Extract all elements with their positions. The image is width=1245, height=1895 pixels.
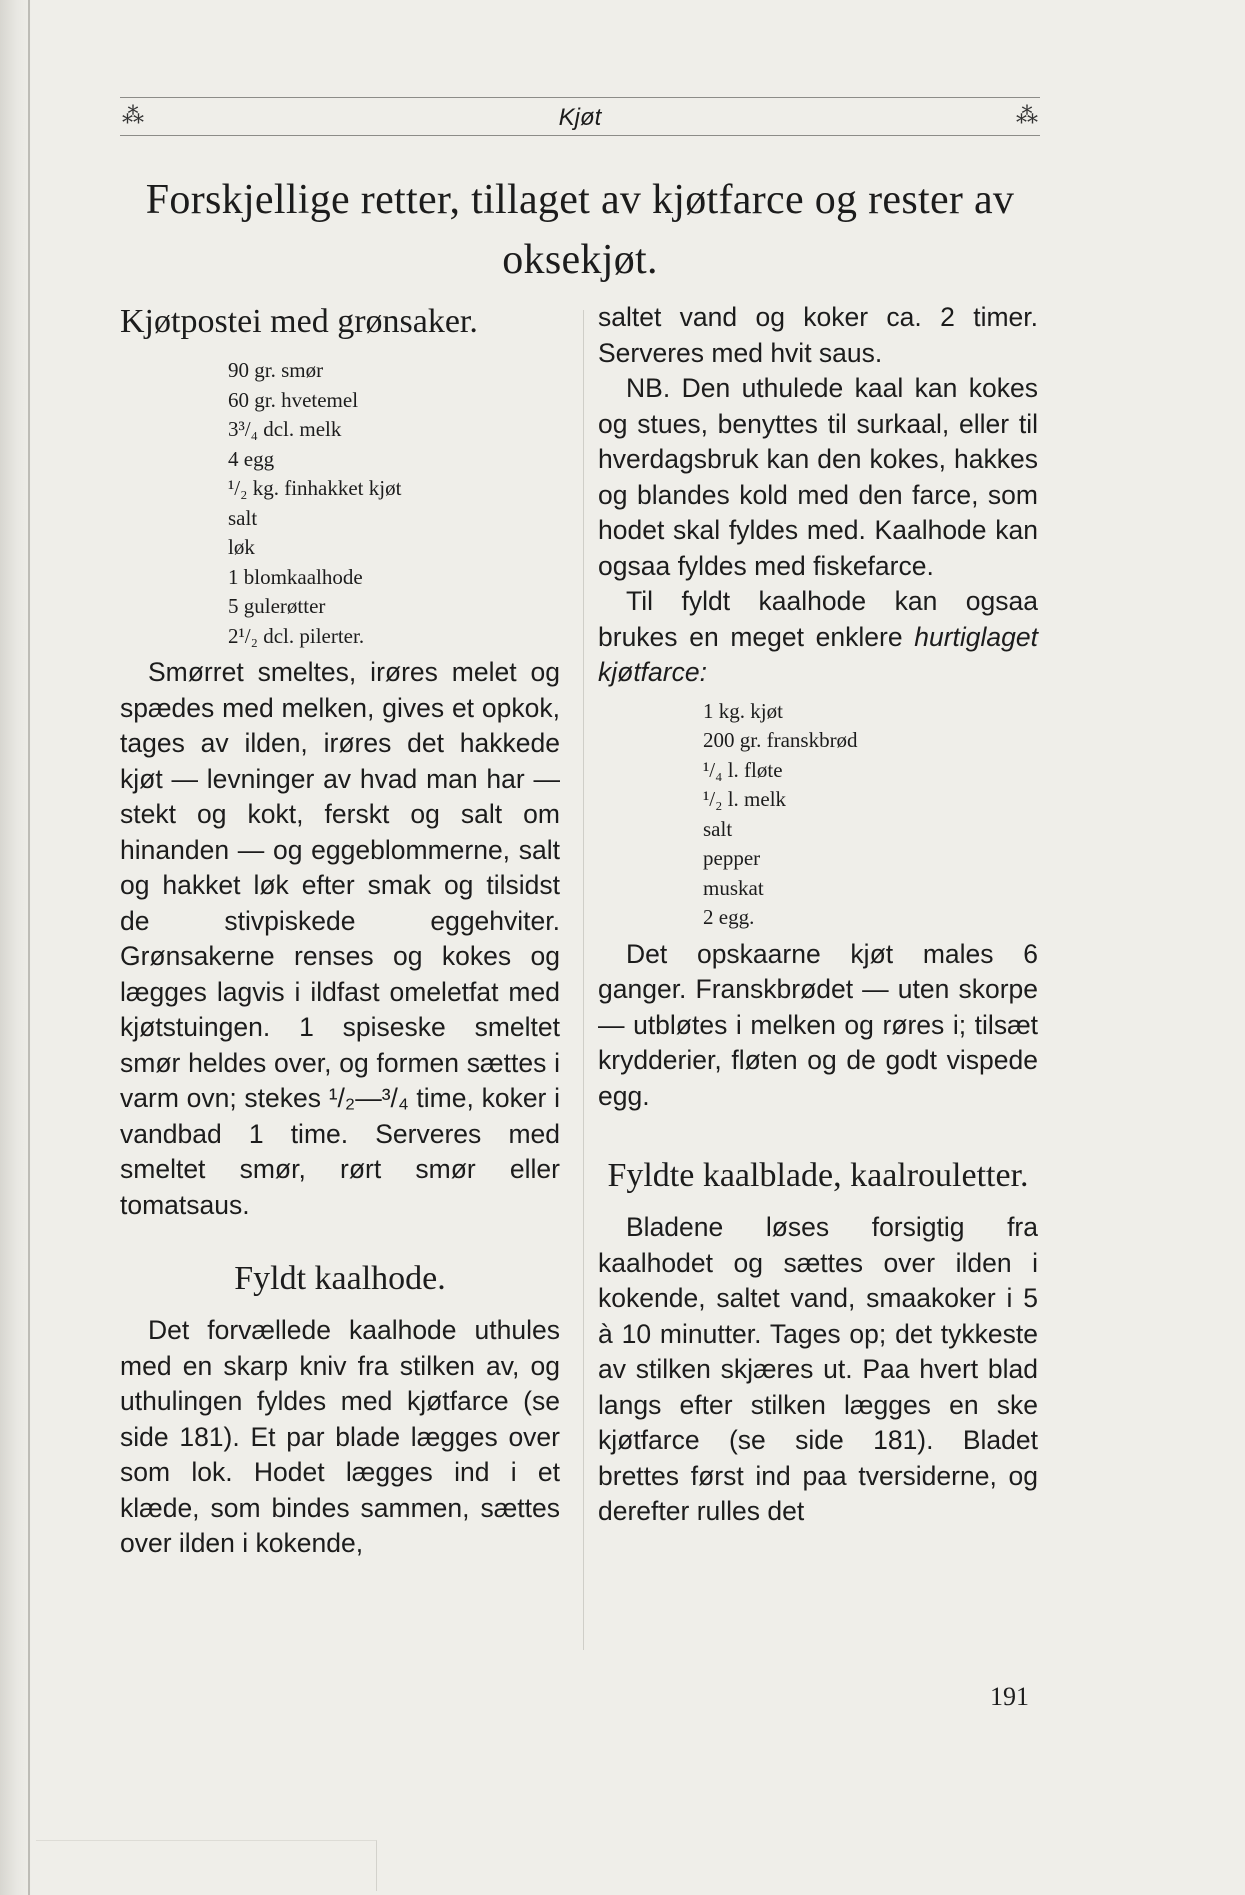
ingredient-item: 4 egg <box>228 446 275 471</box>
ingredient-item: ¹/₄ l. fløte <box>703 757 783 782</box>
recipe-text-fyldt-kaalhode: Det forvællede kaalhode uthules med en skarp kniv fra stilken av, og uthulingen fyldes med kjøtfarce (se side 181). Et par blade lægges over som lok. Hodet lægges ind i et klæde, som bindes sammen, sættes over ilden i kokende, <box>120 1315 560 1558</box>
ingredient-item: 2¹/₂ dcl. pilerter. <box>228 623 365 648</box>
ingredient-item: 5 gulerøtter <box>228 594 326 618</box>
underlying-page-edge <box>36 1840 377 1891</box>
header-rule-bottom <box>120 135 1040 136</box>
column-divider <box>583 310 584 1650</box>
ingredient-item: salt <box>228 505 258 530</box>
ingredient-item: 200 gr. franskbrød <box>703 728 858 752</box>
ingredient-item: ¹/₂ kg. finhakket kjøt <box>228 476 402 500</box>
nb-note: NB. Den uthulede kaal kan kokes og stues, benyttes til surkaal, eller til hverdagsbruk kan den kokes, hakkes og blandes kold med den farce, som hodet skal fyldes med. Kaalhode kan ogsaa fyldes med fiskefarce. <box>598 373 1038 581</box>
continuation-text: saltet vand og koker ca. 2 timer. Serveres med hvit saus. <box>598 302 1038 368</box>
farce-method: Det opskaarne kjøt males 6 ganger. Franskbrødet — uten skorpe — utbløtes i melken og røres i; tilsæt krydderier, fløten og de godt vispede egg. <box>598 938 1038 1111</box>
ingredient-list-farce <box>703 697 1038 933</box>
page-number: 191 <box>990 1682 1029 1711</box>
recipe-title-kjotpostei: Kjøtpostei med grønsaker. <box>120 303 478 340</box>
ingredient-item: muskat <box>703 875 764 900</box>
header-rule-top <box>120 97 1040 98</box>
running-head-title: Kjøt <box>558 104 602 131</box>
ingredient-item: 1 kg. kjøt <box>703 698 783 723</box>
recipe-title-fyldt-kaalhode: Fyldt kaalhode. <box>234 1260 446 1297</box>
ingredient-item: salt <box>703 816 733 841</box>
ingredient-item: 90 gr. smør <box>228 358 324 382</box>
ornament-right-icon: ⁂ <box>1016 103 1038 128</box>
farce-intro <box>598 584 1038 691</box>
ingredient-item: løk <box>228 535 255 559</box>
ingredient-item: 1 blomkaalhode <box>228 564 363 589</box>
recipe-text-kjotpostei: Smørret smeltes, irøres melet og spædes med melken, gives et opkok, tages av ilden, irøres det hakkede kjøt — levninger av hvad man har — stekt og kokt, ferskt og salt om hinanden — og eggeblommerne, salt og hakket løk efter smak og tilsidst de stivpiskede eggehviter. Grønsakerne renses og kokes og lægges lagvis i ildfast omeletfat med kjøtstuingen. 1 spiseske smeltet smør heldes over, og formen sættes i varm ovn; stekes ¹/₂—³/₄ time, koker i vandbad 1 time. Serveres med smeltet smør, rørt smør eller tomatsaus. <box>120 657 560 1220</box>
right-column <box>598 300 1038 1530</box>
ornament-left-icon: ⁂ <box>122 103 144 128</box>
left-column <box>120 300 560 1562</box>
recipe-text-fyldte-kaalblade: Bladene løses forsigtig fra kaalhodet og sættes over ilden i kokende, saltet vand, smaakoker i 5 à 10 minutter. Tages op; det tykkeste av stilken skjæres ut. Paa hvert blad langs efter stilken lægges en ske kjøtfarce (se side 181). Bladet brettes først ind paa tversiderne, og derefter rulles det <box>598 1212 1038 1526</box>
farce-intro-text: Til fyldt kaalhode kan ogsaa brukes en meget enklere <box>598 586 1038 652</box>
running-head <box>120 100 1040 134</box>
ingredient-item: ¹/₂ l. melk <box>703 787 787 811</box>
binding-edge-line <box>28 0 30 1895</box>
ingredient-list-kjotpostei <box>228 356 560 651</box>
chapter-title: Forskjellige retter, tillaget av kjøtfarce og rester av oksekjøt. <box>145 177 1015 283</box>
recipe-title-fyldte-kaalblade: Fyldte kaalblade, kaalrouletter. <box>607 1157 1029 1194</box>
ingredient-item: 2 egg. <box>703 905 755 929</box>
ingredient-item: pepper <box>703 846 761 870</box>
ingredient-item: 60 gr. hvetemel <box>228 387 359 412</box>
ingredient-item: 3³/₄ dcl. melk <box>228 417 342 441</box>
farce-intro-emphasis: hurtiglaget kjøtfarce: <box>598 621 1038 687</box>
